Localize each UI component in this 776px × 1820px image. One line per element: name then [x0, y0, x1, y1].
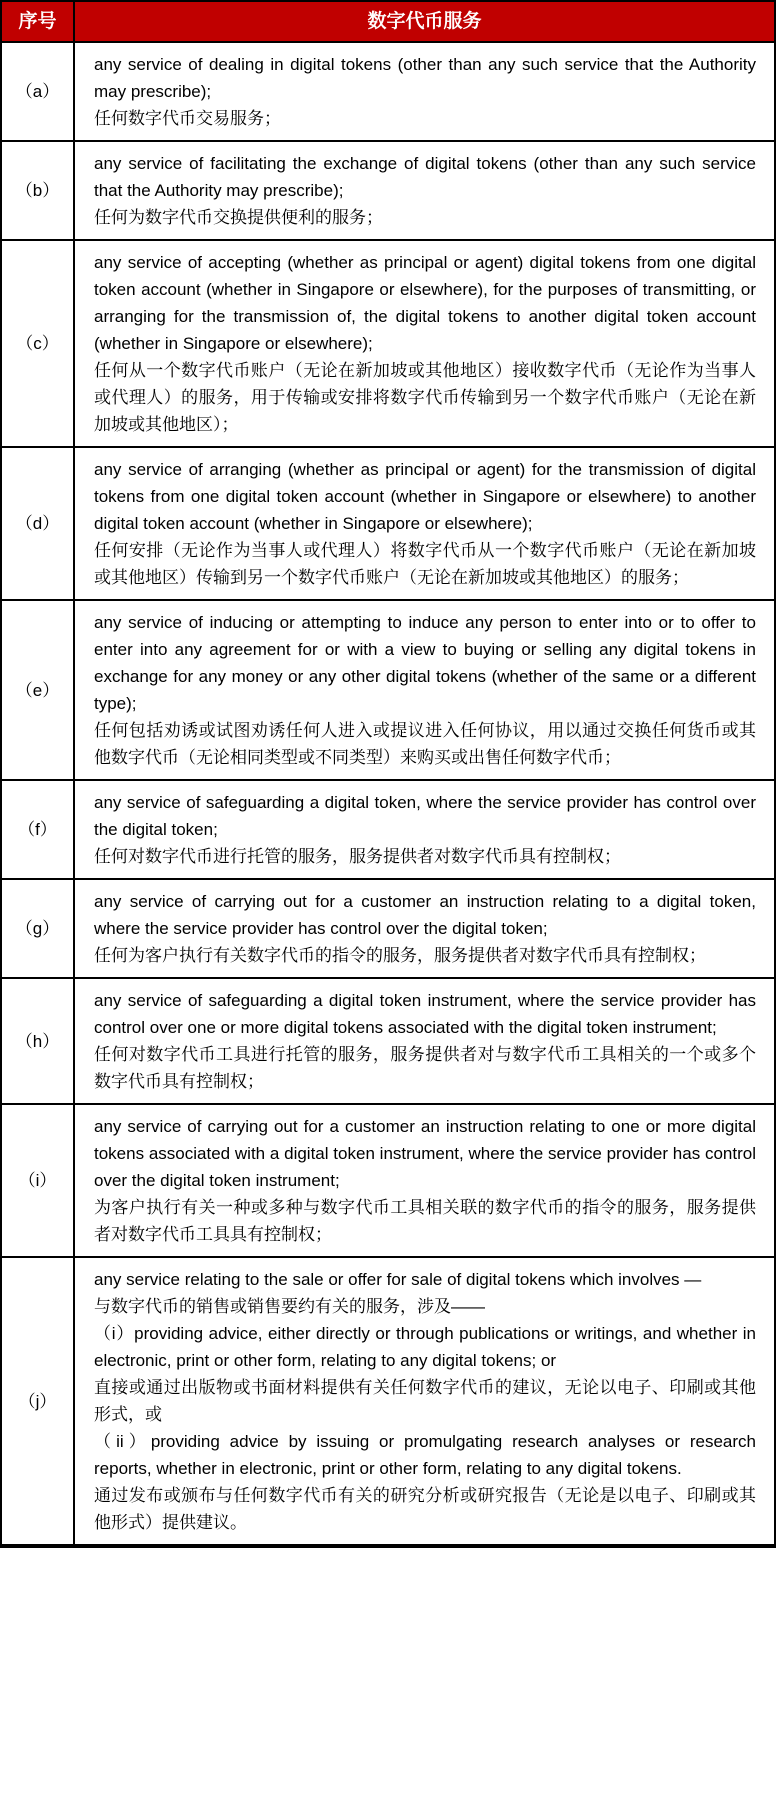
row-label-f: （f） [1, 780, 74, 879]
service-text-zh-intro: 与数字代币的销售或销售要约有关的服务，涉及—— [94, 1297, 485, 1316]
row-content-g [74, 879, 775, 978]
table-row-g [1, 879, 775, 978]
service-text-en: any service of carrying out for a customer an instruction relating to a digital token, where the service provider has control over the digital token; [94, 892, 756, 938]
row-content-j [74, 1257, 775, 1546]
row-label-h: （h） [1, 978, 74, 1104]
service-text-en-sub-ii: （ii）providing advice by issuing or promulgating research analyses or research reports, whether in electronic, print or other form, relating to any digital tokens. [94, 1432, 756, 1478]
service-text-zh: 任何包括劝诱或试图劝诱任何人进入或提议进入任何协议，用以通过交换任何货币或其他数字代币（无论相同类型或不同类型）来购买或出售任何数字代币； [94, 721, 756, 767]
table-body [1, 42, 775, 1546]
service-text-zh: 任何对数字代币进行托管的服务，服务提供者对数字代币具有控制权； [94, 847, 621, 866]
service-text-zh: 任何为数字代币交换提供便利的服务； [94, 208, 383, 227]
table-row-j [1, 1257, 775, 1546]
row-content-h [74, 978, 775, 1104]
table-row-h [1, 978, 775, 1104]
table-row-e [1, 600, 775, 780]
row-label-c: （c） [1, 240, 74, 447]
row-label-b: （b） [1, 141, 74, 240]
service-text-zh-sub-i: 直接或通过出版物或书面材料提供有关任何数字代币的建议，无论以电子、印刷或其他形式，或 [94, 1378, 756, 1424]
row-content-c [74, 240, 775, 447]
service-text-en: any service of dealing in digital tokens (other than any such service that the Authority may prescribe); [94, 55, 756, 101]
row-label-a: （a） [1, 42, 74, 141]
service-text-zh: 任何为客户执行有关数字代币的指令的服务，服务提供者对数字代币具有控制权； [94, 946, 706, 965]
row-label-d: （d） [1, 447, 74, 600]
row-content-d [74, 447, 775, 600]
header-cell-service: 数字代币服务 [74, 1, 775, 42]
row-label-i: （i） [1, 1104, 74, 1257]
service-text-zh: 为客户执行有关一种或多种与数字代币工具相关联的数字代币的指令的服务，服务提供者对数字代币工具具有控制权； [94, 1198, 756, 1244]
row-content-e [74, 600, 775, 780]
service-text-zh: 任何安排（无论作为当事人或代理人）将数字代币从一个数字代币账户（无论在新加坡或其他地区）传输到另一个数字代币账户（无论在新加坡或其他地区）的服务； [94, 541, 756, 587]
table-row-i [1, 1104, 775, 1257]
service-text-zh: 任何数字代币交易服务； [94, 109, 281, 128]
service-text-en: any service of accepting (whether as principal or agent) digital tokens from one digital token account (whether in Singapore or elsewhere), for the purposes of transmitting, or arranging for the transmission of, the digital tokens to another digital token account (whether in Singapore or elsewhere); [94, 253, 756, 353]
table-row-f [1, 780, 775, 879]
service-text-zh: 任何对数字代币工具进行托管的服务，服务提供者对与数字代币工具相关的一个或多个数字代币具有控制权； [94, 1045, 756, 1091]
service-text-en: any service of safeguarding a digital token, where the service provider has control over the digital token; [94, 793, 756, 839]
header-row [1, 1, 775, 42]
table-row-d [1, 447, 775, 600]
row-label-e: （e） [1, 600, 74, 780]
service-text-zh-sub-ii: 通过发布或颁布与任何数字代币有关的研究分析或研究报告（无论是以电子、印刷或其他形式）提供建议。 [94, 1486, 756, 1532]
table-header [1, 1, 775, 42]
service-text-en-intro: any service relating to the sale or offer for sale of digital tokens which involves — [94, 1270, 702, 1289]
service-text-en: any service of carrying out for a customer an instruction relating to one or more digital tokens associated with a digital token instrument, where the service provider has control over the digital token instrument; [94, 1117, 756, 1190]
service-text-en: any service of inducing or attempting to induce any person to enter into or to offer to enter into any agreement for or with a view to buying or selling any digital tokens in exchange for any money or any other digital tokens (whether of the same or a different type); [94, 613, 756, 713]
service-text-zh: 任何从一个数字代币账户（无论在新加坡或其他地区）接收数字代币（无论作为当事人或代理人）的服务，用于传输或安排将数字代币传输到另一个数字代币账户（无论在新加坡或其他地区）； [94, 361, 756, 434]
row-label-j: （j） [1, 1257, 74, 1546]
row-content-b [74, 141, 775, 240]
row-content-a [74, 42, 775, 141]
row-content-i [74, 1104, 775, 1257]
header-cell-index: 序号 [1, 1, 74, 42]
row-label-g: （g） [1, 879, 74, 978]
table-row-b [1, 141, 775, 240]
service-text-en: any service of safeguarding a digital token instrument, where the service provider has control over one or more digital tokens associated with the digital token instrument; [94, 991, 756, 1037]
service-text-en-sub-i: （i）providing advice, either directly or through publications or writings, and whether in electronic, print or other form, relating to any digital tokens; or [94, 1324, 756, 1370]
table-row-c [1, 240, 775, 447]
service-text-en: any service of arranging (whether as principal or agent) for the transmission of digital tokens from one digital token account (whether in Singapore or elsewhere) to another digital token account (whether in Singapore or elsewhere); [94, 460, 756, 533]
table-row-a [1, 42, 775, 141]
service-text-en: any service of facilitating the exchange of digital tokens (other than any such service that the Authority may prescribe); [94, 154, 756, 200]
row-content-f [74, 780, 775, 879]
